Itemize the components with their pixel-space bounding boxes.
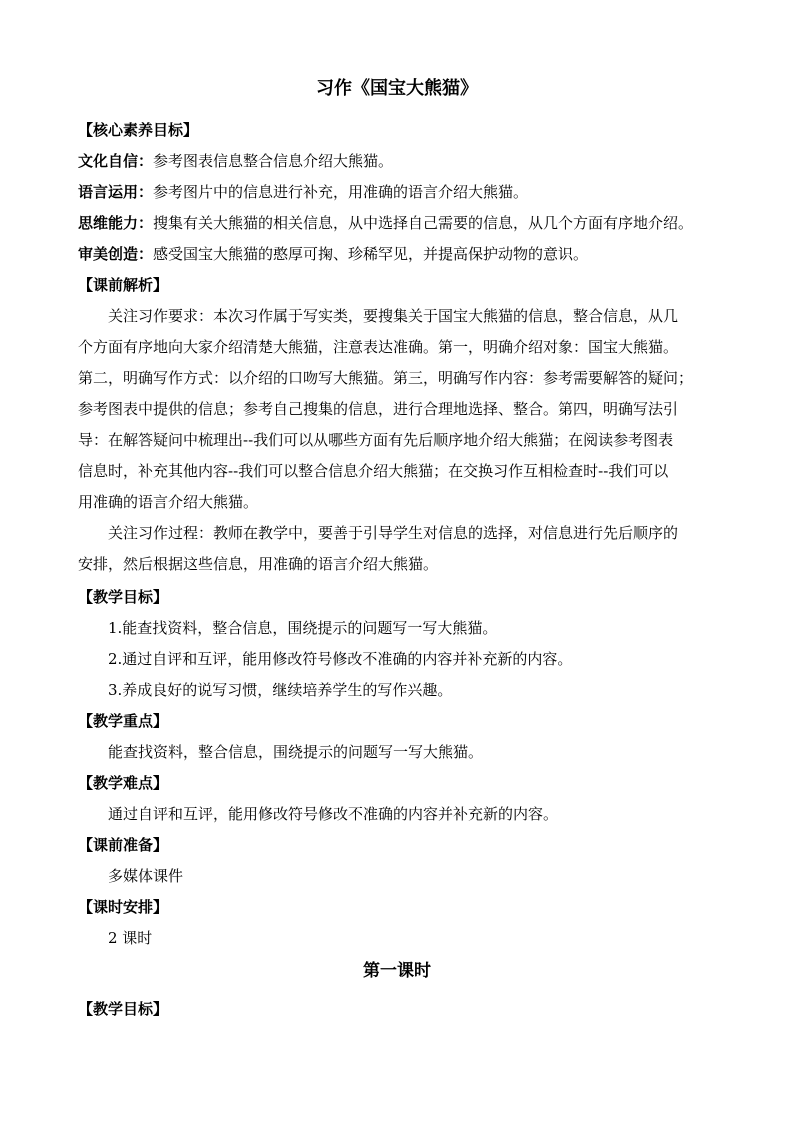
difficulties-heading: 【教学难点】 <box>78 774 169 792</box>
pre-analysis-heading: 【课前解析】 <box>78 276 169 294</box>
analysis-line: 关注习作要求：本次习作属于写实类，要搜集关于国宝大熊猫的信息，整合信息，从几 <box>108 307 679 325</box>
first-lesson-goals-heading: 【教学目标】 <box>78 1000 169 1018</box>
preparation-heading: 【课前准备】 <box>78 836 169 854</box>
process-line: 安排，然后根据这些信息，用准确的语言介绍大熊猫。 <box>78 555 439 573</box>
difficulties-text: 通过自评和互评，能用修改符号修改不准确的内容并补充新的内容。 <box>108 805 559 823</box>
goal-text: 搜集有关大熊猫的相关信息，从中选择自己需要的信息，从几个方面有序地介绍。 <box>153 214 694 232</box>
schedule-heading: 【课时安排】 <box>78 898 169 916</box>
schedule-text: 2 课时 <box>108 929 153 947</box>
goal-text: 感受国宝大熊猫的憨厚可掬、珍稀罕见，并提高保护动物的意识。 <box>153 245 589 263</box>
teaching-goal-item: 1.能查找资料，整合信息，围绕提示的问题写一写大熊猫。 <box>108 619 498 637</box>
goal-label: 审美创造： <box>78 245 154 263</box>
key-points-heading: 【教学重点】 <box>78 712 169 730</box>
teaching-goals-heading: 【教学目标】 <box>78 588 169 606</box>
key-points-text: 能查找资料，整合信息，围绕提示的问题写一写大熊猫。 <box>108 743 484 761</box>
goal-text: 参考图片中的信息进行补充，用准确的语言介绍大熊猫。 <box>153 183 529 201</box>
analysis-line: 参考图表中提供的信息；参考自己搜集的信息，进行合理地选择、整合。第四，明确写法引 <box>78 400 679 418</box>
analysis-line: 导：在解答疑问中梳理出--我们可以从哪些方面有先后顺序地介绍大熊猫；在阅读参考图表 <box>78 431 674 449</box>
preparation-text: 多媒体课件 <box>108 867 184 885</box>
analysis-line: 个方面有序地向大家介绍清楚大熊猫，注意表达准确。第一，明确介绍对象：国宝大熊猫。 <box>78 338 679 356</box>
analysis-line: 用准确的语言介绍大熊猫。 <box>78 493 259 511</box>
analysis-line: 第二，明确写作方式：以介绍的口吻写大熊猫。第三，明确写作内容：参考需要解答的疑问； <box>78 369 694 387</box>
first-lesson-title: 第一课时 <box>363 961 431 981</box>
goal-label: 语言运用： <box>78 183 154 201</box>
goal-label: 思维能力： <box>78 214 154 232</box>
goal-label: 文化自信： <box>78 152 154 170</box>
goal-text: 参考图表信息整合信息介绍大熊猫。 <box>153 152 394 170</box>
goal-item-thinking <box>78 212 738 234</box>
goal-item-culture <box>78 150 738 172</box>
goal-item-language <box>78 181 738 203</box>
teaching-goal-item: 3.养成良好的说写习惯，继续培养学生的写作兴趣。 <box>108 681 453 699</box>
teaching-goal-item: 2.通过自评和互评，能用修改符号修改不准确的内容并补充新的内容。 <box>108 650 573 668</box>
analysis-line: 信息时，补充其他内容--我们可以整合信息介绍大熊猫；在交换习作互相检查时--我们可以 <box>78 462 669 480</box>
document-title: 习作《国宝大熊猫》 <box>316 78 478 99</box>
goal-item-aesthetic <box>78 243 738 265</box>
core-goals-heading: 【核心素养目标】 <box>78 121 199 139</box>
process-line: 关注习作过程：教师在教学中，要善于引导学生对信息的选择，对信息进行先后顺序的 <box>108 524 679 542</box>
